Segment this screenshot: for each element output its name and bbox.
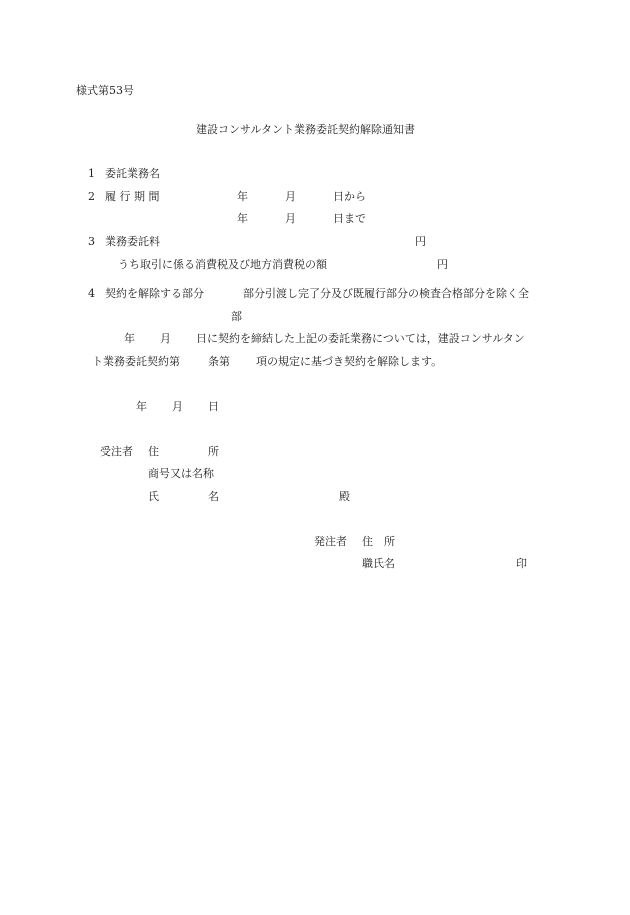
item3-number: 3 — [88, 235, 95, 248]
item1-label: 委託業務名 — [105, 167, 160, 180]
period-from-day: 日から — [333, 190, 366, 203]
body-month: 月 — [160, 332, 171, 345]
item4-text-line2: 部 — [231, 310, 242, 323]
contractor-trade-name: 商号又は名称 — [148, 467, 214, 480]
period-to-month: 月 — [285, 212, 296, 225]
orderer-title-name: 職氏名 — [362, 557, 395, 570]
period-from-year: 年 — [237, 190, 248, 203]
item4-label: 契約を解除する部分 — [105, 287, 204, 300]
tax-yen: 円 — [437, 258, 448, 271]
item2-label: 履 行 期 間 — [105, 190, 160, 203]
item4-text-line1: 部分引渡し完了分及び既履行部分の検査合格部分を除く全 — [243, 287, 529, 300]
date-day: 日 — [208, 400, 219, 413]
body-line2-part2: 条第 — [208, 355, 230, 368]
fee-yen: 円 — [415, 235, 426, 248]
orderer-label: 発注者 — [314, 535, 347, 548]
item2-number: 2 — [88, 190, 95, 203]
tax-label: うち取引に係る消費税及び地方消費税の額 — [118, 258, 327, 271]
body-year: 年 — [124, 332, 135, 345]
body-line2-part3: 項の規定に基づき契約を解除します。 — [256, 355, 443, 368]
contractor-label: 受注者 — [100, 445, 133, 458]
orderer-seal: 印 — [516, 557, 527, 570]
contractor-name-1: 氏 — [148, 490, 159, 503]
contractor-name-2: 名 — [208, 490, 219, 503]
orderer-address: 住 所 — [362, 535, 395, 548]
item3-label: 業務委託料 — [105, 235, 160, 248]
item4-number: 4 — [88, 287, 95, 300]
contractor-address-2: 所 — [208, 445, 219, 458]
date-year: 年 — [136, 400, 147, 413]
contractor-address-1: 住 — [148, 445, 159, 458]
form-number: 様式第53号 — [76, 84, 134, 97]
period-to-year: 年 — [237, 212, 248, 225]
date-month: 月 — [172, 400, 183, 413]
item1-number: 1 — [88, 167, 95, 180]
body-line2-part1: ト業務委託契約第 — [92, 355, 180, 368]
period-from-month: 月 — [285, 190, 296, 203]
period-to-day: 日まで — [333, 212, 366, 225]
contractor-honorific: 殿 — [339, 490, 350, 503]
body-line1-text: 日に契約を締結した上記の委託業務については，建設コンサルタン — [196, 332, 525, 345]
document-title: 建設コンサルタント業務委託契約解除通知書 — [196, 123, 416, 136]
